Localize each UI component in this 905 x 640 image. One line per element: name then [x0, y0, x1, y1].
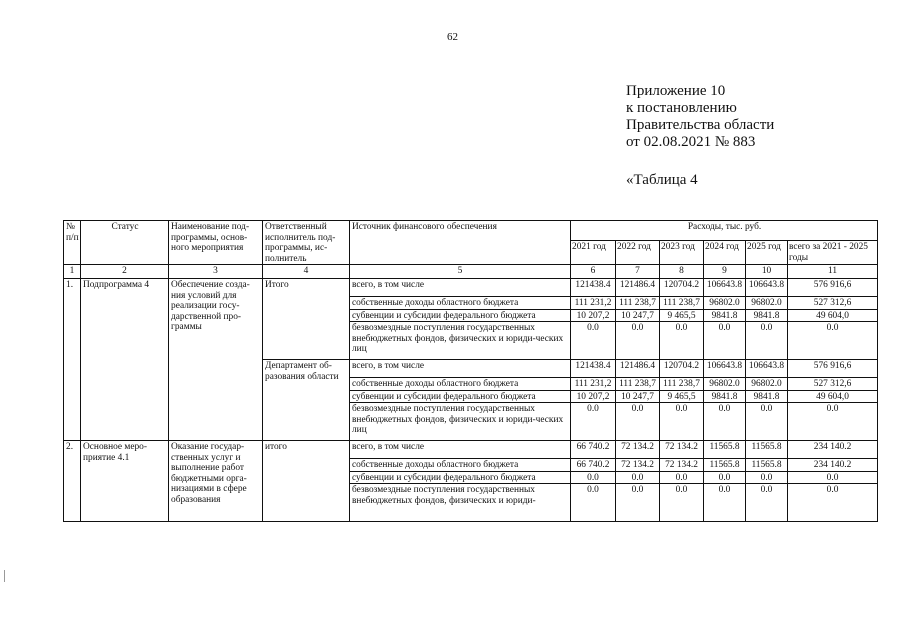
row-value: 96802.0 — [704, 378, 746, 391]
row-responsible: Департамент об-разования области — [263, 360, 350, 441]
row-funding-source: всего, в том числе — [350, 360, 571, 378]
scan-edge-mark — [4, 570, 8, 582]
row-value: 10 247,7 — [616, 390, 660, 403]
row-value: 111 238,7 — [660, 378, 704, 391]
row-funding-source: собственные доходы областного бюджета — [350, 459, 571, 472]
row-funding-source: безвозмездные поступления государственных внебюджетных фондов, физических и юриди-ческих лиц — [350, 403, 571, 441]
row-value: 111 231,2 — [571, 297, 616, 310]
row-value: 0.0 — [788, 403, 878, 441]
row-funding-source: собственные доходы областного бюджета — [350, 378, 571, 391]
row-value: 66 740.2 — [571, 459, 616, 472]
column-index: 8 — [660, 265, 704, 279]
column-index: 1 — [64, 265, 81, 279]
row-value: 49 604,0 — [788, 309, 878, 322]
row-value: 9841.8 — [704, 390, 746, 403]
row-value: 0.0 — [660, 484, 704, 522]
row-value: 120704.2 — [660, 279, 704, 297]
appendix-government: Правительства области — [626, 117, 775, 133]
appendix-title: Приложение 10 — [626, 83, 726, 99]
header-name: Наименование под-программы, основ-ного мероприятия — [169, 221, 263, 265]
row-value: 72 134.2 — [660, 441, 704, 459]
header-year: 2021 год — [571, 241, 616, 265]
header-number: № п/п — [64, 221, 81, 265]
header-year: 2022 год — [616, 241, 660, 265]
row-funding-source: безвозмездные поступления государственных внебюджетных фондов, физических и юриди- — [350, 484, 571, 522]
row-funding-source: всего, в том числе — [350, 279, 571, 297]
row-value: 111 238,7 — [616, 378, 660, 391]
row-value: 576 916,6 — [788, 279, 878, 297]
row-funding-source: собственные доходы областного бюджета — [350, 297, 571, 310]
header-status: Статус — [81, 221, 169, 265]
row-value: 106643.8 — [704, 360, 746, 378]
row-number: 2. — [64, 441, 81, 522]
row-value: 121486.4 — [616, 360, 660, 378]
row-value: 111 238,7 — [616, 297, 660, 310]
header-year: всего за 2021 - 2025 годы — [788, 241, 878, 265]
row-program-name: Оказание государ-ственных услуг и выполнение работ бюджетными орга-низациями в сфере образования — [169, 441, 263, 522]
row-value: 0.0 — [616, 322, 660, 360]
row-value: 0.0 — [660, 471, 704, 484]
header-expenses: Расходы, тыс. руб. — [571, 221, 878, 241]
row-value: 0.0 — [571, 403, 616, 441]
row-responsible: итого — [263, 441, 350, 522]
header-row — [64, 221, 878, 241]
row-value: 0.0 — [704, 484, 746, 522]
row-value: 11565.8 — [746, 459, 788, 472]
row-program-name: Обеспечение созда-ния условий для реализации госу-дарственной про-граммы — [169, 279, 263, 441]
row-value: 106643.8 — [746, 279, 788, 297]
table-row — [64, 441, 878, 459]
column-index: 10 — [746, 265, 788, 279]
row-value: 121438.4 — [571, 360, 616, 378]
header-year: 2025 год — [746, 241, 788, 265]
row-value: 0.0 — [571, 322, 616, 360]
appendix-resolution: к постановлению — [626, 100, 737, 116]
row-value: 0.0 — [746, 484, 788, 522]
row-funding-source: субвенции и субсидии федерального бюджета — [350, 309, 571, 322]
table-caption: «Таблица 4 — [626, 172, 698, 188]
row-value: 0.0 — [704, 403, 746, 441]
row-value: 120704.2 — [660, 360, 704, 378]
column-index: 11 — [788, 265, 878, 279]
row-funding-source: субвенции и субсидии федерального бюджета — [350, 471, 571, 484]
row-value: 9841.8 — [746, 309, 788, 322]
row-status: Основное меро-приятие 4.1 — [81, 441, 169, 522]
row-value: 121438.4 — [571, 279, 616, 297]
column-index: 5 — [350, 265, 571, 279]
budget-table — [63, 220, 878, 522]
row-value: 96802.0 — [746, 297, 788, 310]
row-value: 9841.8 — [704, 309, 746, 322]
page-number: 62 — [447, 31, 458, 43]
row-value: 111 238,7 — [660, 297, 704, 310]
row-value: 72 134.2 — [616, 441, 660, 459]
row-value: 576 916,6 — [788, 360, 878, 378]
row-value: 96802.0 — [746, 378, 788, 391]
row-value: 10 207,2 — [571, 390, 616, 403]
row-value: 9 465,5 — [660, 309, 704, 322]
row-value: 121486.4 — [616, 279, 660, 297]
row-value: 0.0 — [660, 322, 704, 360]
row-value: 0.0 — [746, 322, 788, 360]
row-value: 10 207,2 — [571, 309, 616, 322]
row-value: 111 231,2 — [571, 378, 616, 391]
row-value: 10 247,7 — [616, 309, 660, 322]
table-row — [64, 279, 878, 297]
row-value: 0.0 — [571, 471, 616, 484]
row-value: 11565.8 — [746, 441, 788, 459]
row-funding-source: субвенции и субсидии федерального бюджета — [350, 390, 571, 403]
row-value: 527 312,6 — [788, 297, 878, 310]
row-status: Подпрограмма 4 — [81, 279, 169, 441]
column-index: 4 — [263, 265, 350, 279]
row-value: 0.0 — [788, 484, 878, 522]
row-value: 234 140.2 — [788, 459, 878, 472]
row-responsible: Итого — [263, 279, 350, 360]
row-value: 9841.8 — [746, 390, 788, 403]
column-index: 6 — [571, 265, 616, 279]
appendix-date: от 02.08.2021 № 883 — [626, 134, 756, 150]
row-value: 527 312,6 — [788, 378, 878, 391]
row-value: 0.0 — [660, 403, 704, 441]
row-funding-source: всего, в том числе — [350, 441, 571, 459]
row-value: 106643.8 — [704, 279, 746, 297]
column-index: 7 — [616, 265, 660, 279]
row-value: 72 134.2 — [616, 459, 660, 472]
row-value: 49 604,0 — [788, 390, 878, 403]
row-funding-source: безвозмездные поступления государственных внебюджетных фондов, физических и юриди-ческих лиц — [350, 322, 571, 360]
row-value: 0.0 — [746, 471, 788, 484]
row-value: 11565.8 — [704, 441, 746, 459]
row-value: 106643.8 — [746, 360, 788, 378]
row-value: 0.0 — [788, 471, 878, 484]
row-value: 0.0 — [616, 471, 660, 484]
row-value: 11565.8 — [704, 459, 746, 472]
header-year: 2024 год — [704, 241, 746, 265]
row-value: 0.0 — [616, 403, 660, 441]
row-value: 72 134.2 — [660, 459, 704, 472]
row-value: 0.0 — [788, 322, 878, 360]
header-year: 2023 год — [660, 241, 704, 265]
header-source: Источник финансового обеспечения — [350, 221, 571, 265]
appendix-header — [626, 83, 774, 151]
row-value: 0.0 — [704, 471, 746, 484]
column-index: 2 — [81, 265, 169, 279]
row-value: 0.0 — [746, 403, 788, 441]
row-value: 0.0 — [616, 484, 660, 522]
row-value: 0.0 — [571, 484, 616, 522]
row-value: 96802.0 — [704, 297, 746, 310]
column-index: 9 — [704, 265, 746, 279]
header-responsible: Ответственный исполнитель под-программы, ис-полнитель — [263, 221, 350, 265]
row-number: 1. — [64, 279, 81, 441]
column-index-row — [64, 265, 878, 279]
row-value: 0.0 — [704, 322, 746, 360]
row-value: 234 140.2 — [788, 441, 878, 459]
row-value: 66 740.2 — [571, 441, 616, 459]
row-value: 9 465,5 — [660, 390, 704, 403]
column-index: 3 — [169, 265, 263, 279]
